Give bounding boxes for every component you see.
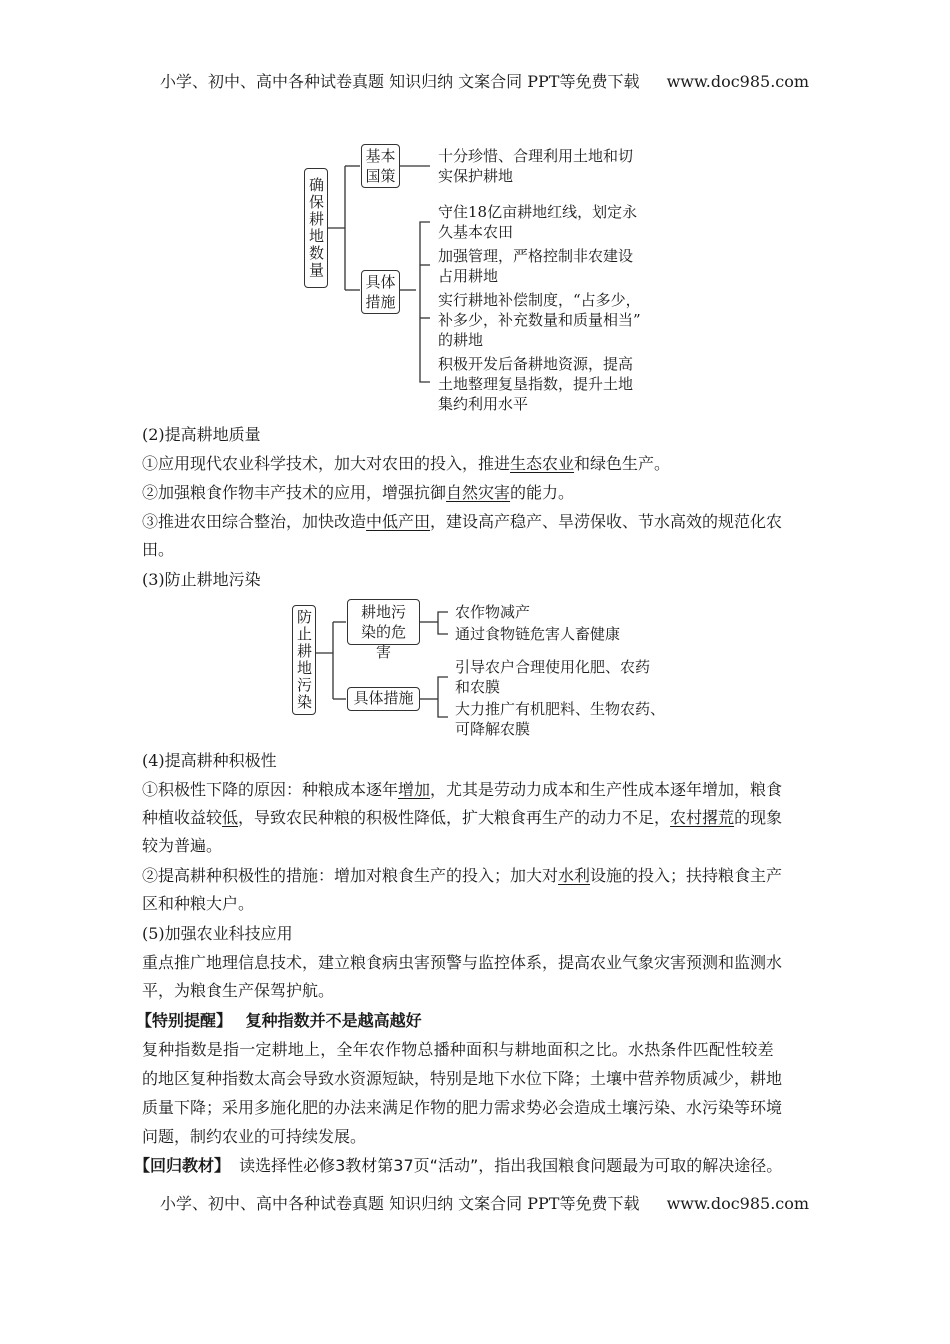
- diagram-prevent-pollution: [0, 595, 950, 745]
- section5-title: (5)加强农业科技应用: [142, 924, 293, 943]
- diagram1-branch-basic-policy: 基本国策: [361, 144, 400, 188]
- diagram1-measure4-line3: 集约利用水平: [438, 395, 529, 413]
- diagram1-policy-line1: 十分珍惜、合理利用土地和切: [438, 147, 634, 165]
- diagram1-branch-specific-measures: 具体措施: [361, 270, 400, 314]
- section4-line2: 种植收益较低，导致农民种粮的积极性降低，扩大粮食再生产的动力不足，农村撂荒的现象: [142, 808, 783, 827]
- diagram1-measure3-line1: 实行耕地补偿制度，“占多少，: [438, 291, 641, 309]
- diagram1-measure4-line2: 土地整理复垦指数，提升土地: [438, 375, 634, 393]
- diagram1-measure1-line1: 守住18亿亩耕地红线，划定永: [438, 203, 638, 221]
- footer-url: www.doc985.com: [666, 1194, 810, 1213]
- section4-title: (4)提高耕种积极性: [142, 751, 277, 770]
- diagram2-root: 防止耕地污染: [292, 605, 316, 715]
- diagram-ensure-farmland-quantity: [0, 0, 950, 420]
- review: [134, 1152, 782, 1180]
- review-tag: 【回归教材】: [134, 1156, 231, 1175]
- tip-heading: [136, 1007, 422, 1035]
- diagram1-measure4-line1: 积极开发后备耕地资源，提高: [438, 355, 634, 373]
- tip-line4: 问题，制约农业的可持续发展。: [142, 1127, 367, 1146]
- diagram1-measure3-line2: 补多少，补充数量和质量相当”: [438, 311, 641, 329]
- diagram2-harm-1: 农作物减产: [455, 603, 531, 621]
- section2-item3-cont: 田。: [142, 540, 175, 559]
- header-text: 小学、初中、高中各种试卷真题 知识归纳 文案合同 PPT等免费下载: [160, 72, 640, 91]
- diagram2-measure2-line2: 可降解农膜: [455, 720, 531, 738]
- tip-line1: 复种指数是指一定耕地上，全年农作物总播种面积与耕地面积之比。水热条件匹配性较差: [142, 1040, 774, 1059]
- diagram1-policy-line2: 实保护耕地: [438, 167, 514, 185]
- section4-line1: ①积极性下降的原因：种粮成本逐年增加，尤其是劳动力成本和生产性成本逐年增加，粮食: [142, 780, 783, 799]
- section4-line5: 区和种粮大户。: [142, 894, 255, 913]
- tip-line2: 的地区复种指数太高会导致水资源短缺，特别是地下水位下降；土壤中营养物质减少，耕地: [142, 1069, 783, 1088]
- tip-line3: 质量下降；采用多施化肥的办法来满足作物的肥力需求势必会造成土壤污染、水污染等环境: [142, 1098, 783, 1117]
- section3-title: (3)防止耕地污染: [142, 570, 261, 589]
- section4-line3: 较为普遍。: [142, 836, 223, 855]
- section2-item2: ②加强粮食作物丰产技术的应用，增强抗御自然灾害的能力。: [142, 483, 575, 502]
- page-footer: [160, 1191, 809, 1214]
- diagram2-branch-harm: 耕地污染的危害: [347, 599, 420, 645]
- tip-title: 复种指数并不是越高越好: [245, 1011, 422, 1030]
- header-url: www.doc985.com: [666, 72, 810, 91]
- section2-item1: ①应用现代农业科学技术，加大对农田的投入，推进生态农业和绿色生产。: [142, 454, 671, 473]
- section4-line4: ②提高耕种积极性的措施：增加对粮食生产的投入；加大对水利设施的投入；扶持粮食主产: [142, 866, 783, 885]
- footer-text: 小学、初中、高中各种试卷真题 知识归纳 文案合同 PPT等免费下载: [160, 1194, 640, 1213]
- diagram2-harm-2: 通过食物链危害人畜健康: [455, 625, 621, 643]
- diagram1-measure1-line2: 久基本农田: [438, 223, 514, 241]
- section2-title: (2)提高耕地质量: [142, 425, 261, 444]
- section2-item3: ③推进农田综合整治，加快改造中低产田，建设高产稳产、旱涝保收、节水高效的规范化农: [142, 512, 783, 531]
- diagram1-measure2-line1: 加强管理，严格控制非农建设: [438, 247, 634, 265]
- diagram2-measure1-line1: 引导农户合理使用化肥、农药: [455, 658, 651, 676]
- diagram2-branch-measures: 具体措施: [347, 687, 420, 711]
- diagram1-measure2-line2: 占用耕地: [438, 267, 499, 285]
- section5-line2: 平，为粮食生产保驾护航。: [142, 981, 335, 1000]
- diagram2-measure2-line1: 大力推广有机肥料、生物农药、: [455, 700, 666, 718]
- diagram2-measure1-line2: 和农膜: [455, 678, 501, 696]
- diagram1-root: 确保耕地数量: [304, 168, 328, 288]
- section5-line1: 重点推广地理信息技术，建立粮食病虫害预警与监控体系，提高农业气象灾害预测和监测水: [142, 953, 783, 972]
- review-text: 读选择性必修3教材第37页“活动”，指出我国粮食问题最为可取的解决途径。: [239, 1156, 783, 1175]
- diagram1-measure3-line3: 的耕地: [438, 331, 484, 349]
- tip-tag: 【特别提醒】: [136, 1011, 233, 1030]
